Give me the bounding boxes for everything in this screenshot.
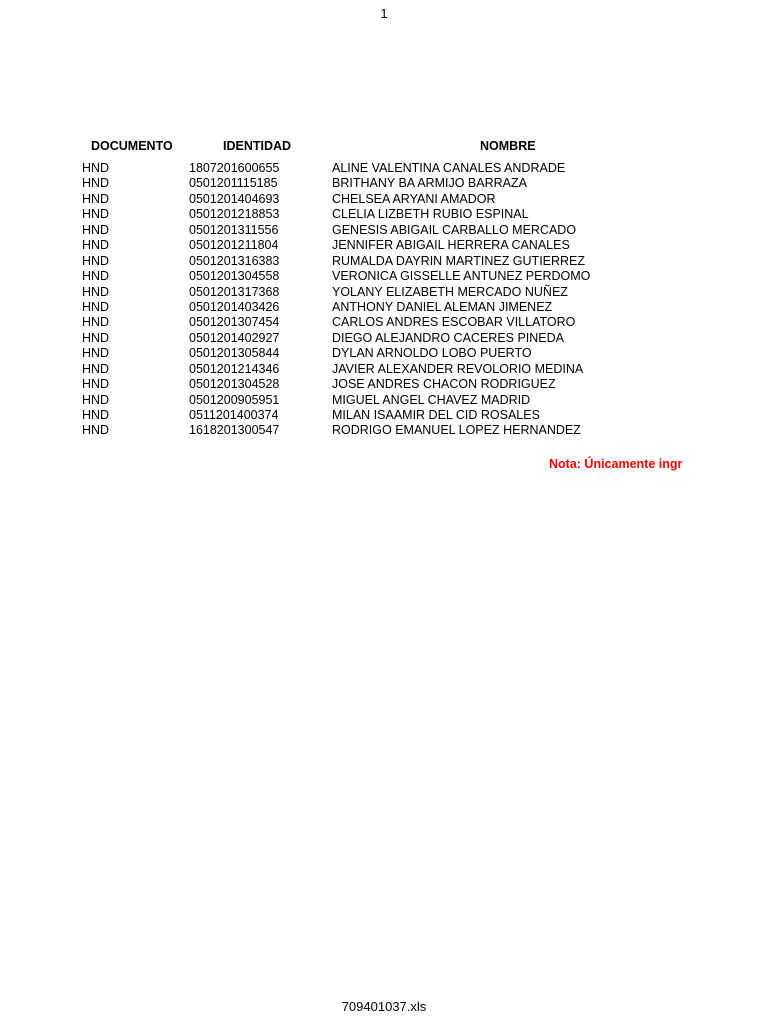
cell-documento: HND [82,284,110,299]
cell-identidad: 0501201211804 [189,238,279,253]
cell-identidad: 0501201214346 [189,361,280,376]
header-identidad: IDENTIDAD [223,139,292,153]
cell-documento: HND [82,253,110,268]
cell-nombre: BRITHANY BA ARMIJO BARRAZA [332,176,527,191]
cell-documento: HND [82,222,110,237]
cell-documento: HND [82,392,110,407]
cell-nombre: ANTHONY DANIEL ALEMAN JIMENEZ [332,299,553,314]
table-row [0,377,768,392]
cell-nombre: JAVIER ALEXANDER REVOLORIO MEDINA [332,361,584,376]
cell-nombre: RODRIGO EMANUEL LOPEZ HERNANDEZ [332,423,581,438]
cell-documento: HND [82,238,110,253]
cell-documento: HND [82,299,110,314]
cell-documento: HND [82,361,110,376]
cell-nombre: MILAN ISAAMIR DEL CID ROSALES [332,408,540,422]
note-container [549,455,689,473]
cell-documento: HND [82,377,110,392]
cell-nombre: DYLAN ARNOLDO LOBO PUERTO [332,346,532,361]
cell-identidad: 0501201115185 [189,176,278,191]
cell-documento: HND [82,207,110,222]
table-row [0,254,768,269]
cell-documento: HND [82,423,110,438]
cell-nombre: CARLOS ANDRES ESCOBAR VILLATORO [332,315,576,330]
table-row [0,315,768,330]
table-row [0,176,768,191]
footer-filename: 709401037.xls [341,999,427,1014]
table-row [0,269,768,284]
cell-identidad: 0501201404693 [189,191,280,206]
cell-identidad: 0501201307454 [189,315,280,330]
cell-identidad: 0501201316383 [189,253,280,268]
cell-identidad: 0501201304528 [189,377,280,392]
cell-identidad: 0501201402927 [189,330,280,345]
table-row [0,161,768,176]
cell-nombre: CHELSEA ARYANI AMADOR [332,191,496,206]
table-row [0,362,768,377]
table-row [0,238,768,253]
cell-nombre: RUMALDA DAYRIN MARTINEZ GUTIERREZ [332,253,586,268]
table-row [0,423,768,438]
cell-nombre: JOSE ANDRES CHACON RODRIGUEZ [332,377,556,392]
cell-identidad: 0501201304558 [189,269,280,284]
table-body [0,161,768,439]
table-row [0,300,768,315]
cell-identidad: 0501201403426 [189,299,280,314]
cell-identidad: 0501201311556 [189,222,279,237]
table-row [0,223,768,238]
header-nombre: NOMBRE [480,139,536,153]
table-row [0,346,768,361]
cell-documento: HND [82,269,110,284]
cell-nombre: YOLANY ELIZABETH MERCADO NUÑEZ [332,284,568,299]
cell-nombre: CLELIA LIZBETH RUBIO ESPINAL [332,207,529,222]
cell-documento: HND [82,315,110,330]
cell-nombre: GENESIS ABIGAIL CARBALLO MERCADO [332,222,577,237]
cell-nombre: ALINE VALENTINA CANALES ANDRADE [332,161,566,175]
cell-documento: HND [82,330,110,345]
cell-documento: HND [82,346,110,361]
header-documento: DOCUMENTO [91,139,173,153]
table-row [0,393,768,408]
cell-nombre: JENNIFER ABIGAIL HERRERA CANALES [332,238,570,253]
cell-documento: HND [82,191,110,206]
cell-nombre: MIGUEL ANGEL CHAVEZ MADRID [332,392,531,407]
cell-nombre: VERONICA GISSELLE ANTUNEZ PERDOMO [332,269,591,284]
cell-identidad: 1618201300547 [189,423,280,438]
table-row [0,408,768,423]
table-row [0,192,768,207]
cell-identidad: 0501200905951 [189,392,280,407]
cell-identidad: 1807201600655 [189,161,280,175]
cell-documento: HND [82,161,110,175]
cell-documento: HND [82,176,110,191]
cell-identidad: 0501201317368 [189,284,280,299]
table-row [0,331,768,346]
table-row [0,207,768,222]
table-row [0,285,768,300]
cell-identidad: 0501201218853 [189,207,280,222]
cell-documento: HND [82,408,110,422]
cell-nombre: DIEGO ALEJANDRO CACERES PINEDA [332,330,565,345]
cell-identidad: 0501201305844 [189,346,280,361]
cell-identidad: 0511201400374 [189,408,279,422]
note-text: Nota: Únicamente ingr [549,457,683,471]
page-number: 1 [380,6,388,21]
